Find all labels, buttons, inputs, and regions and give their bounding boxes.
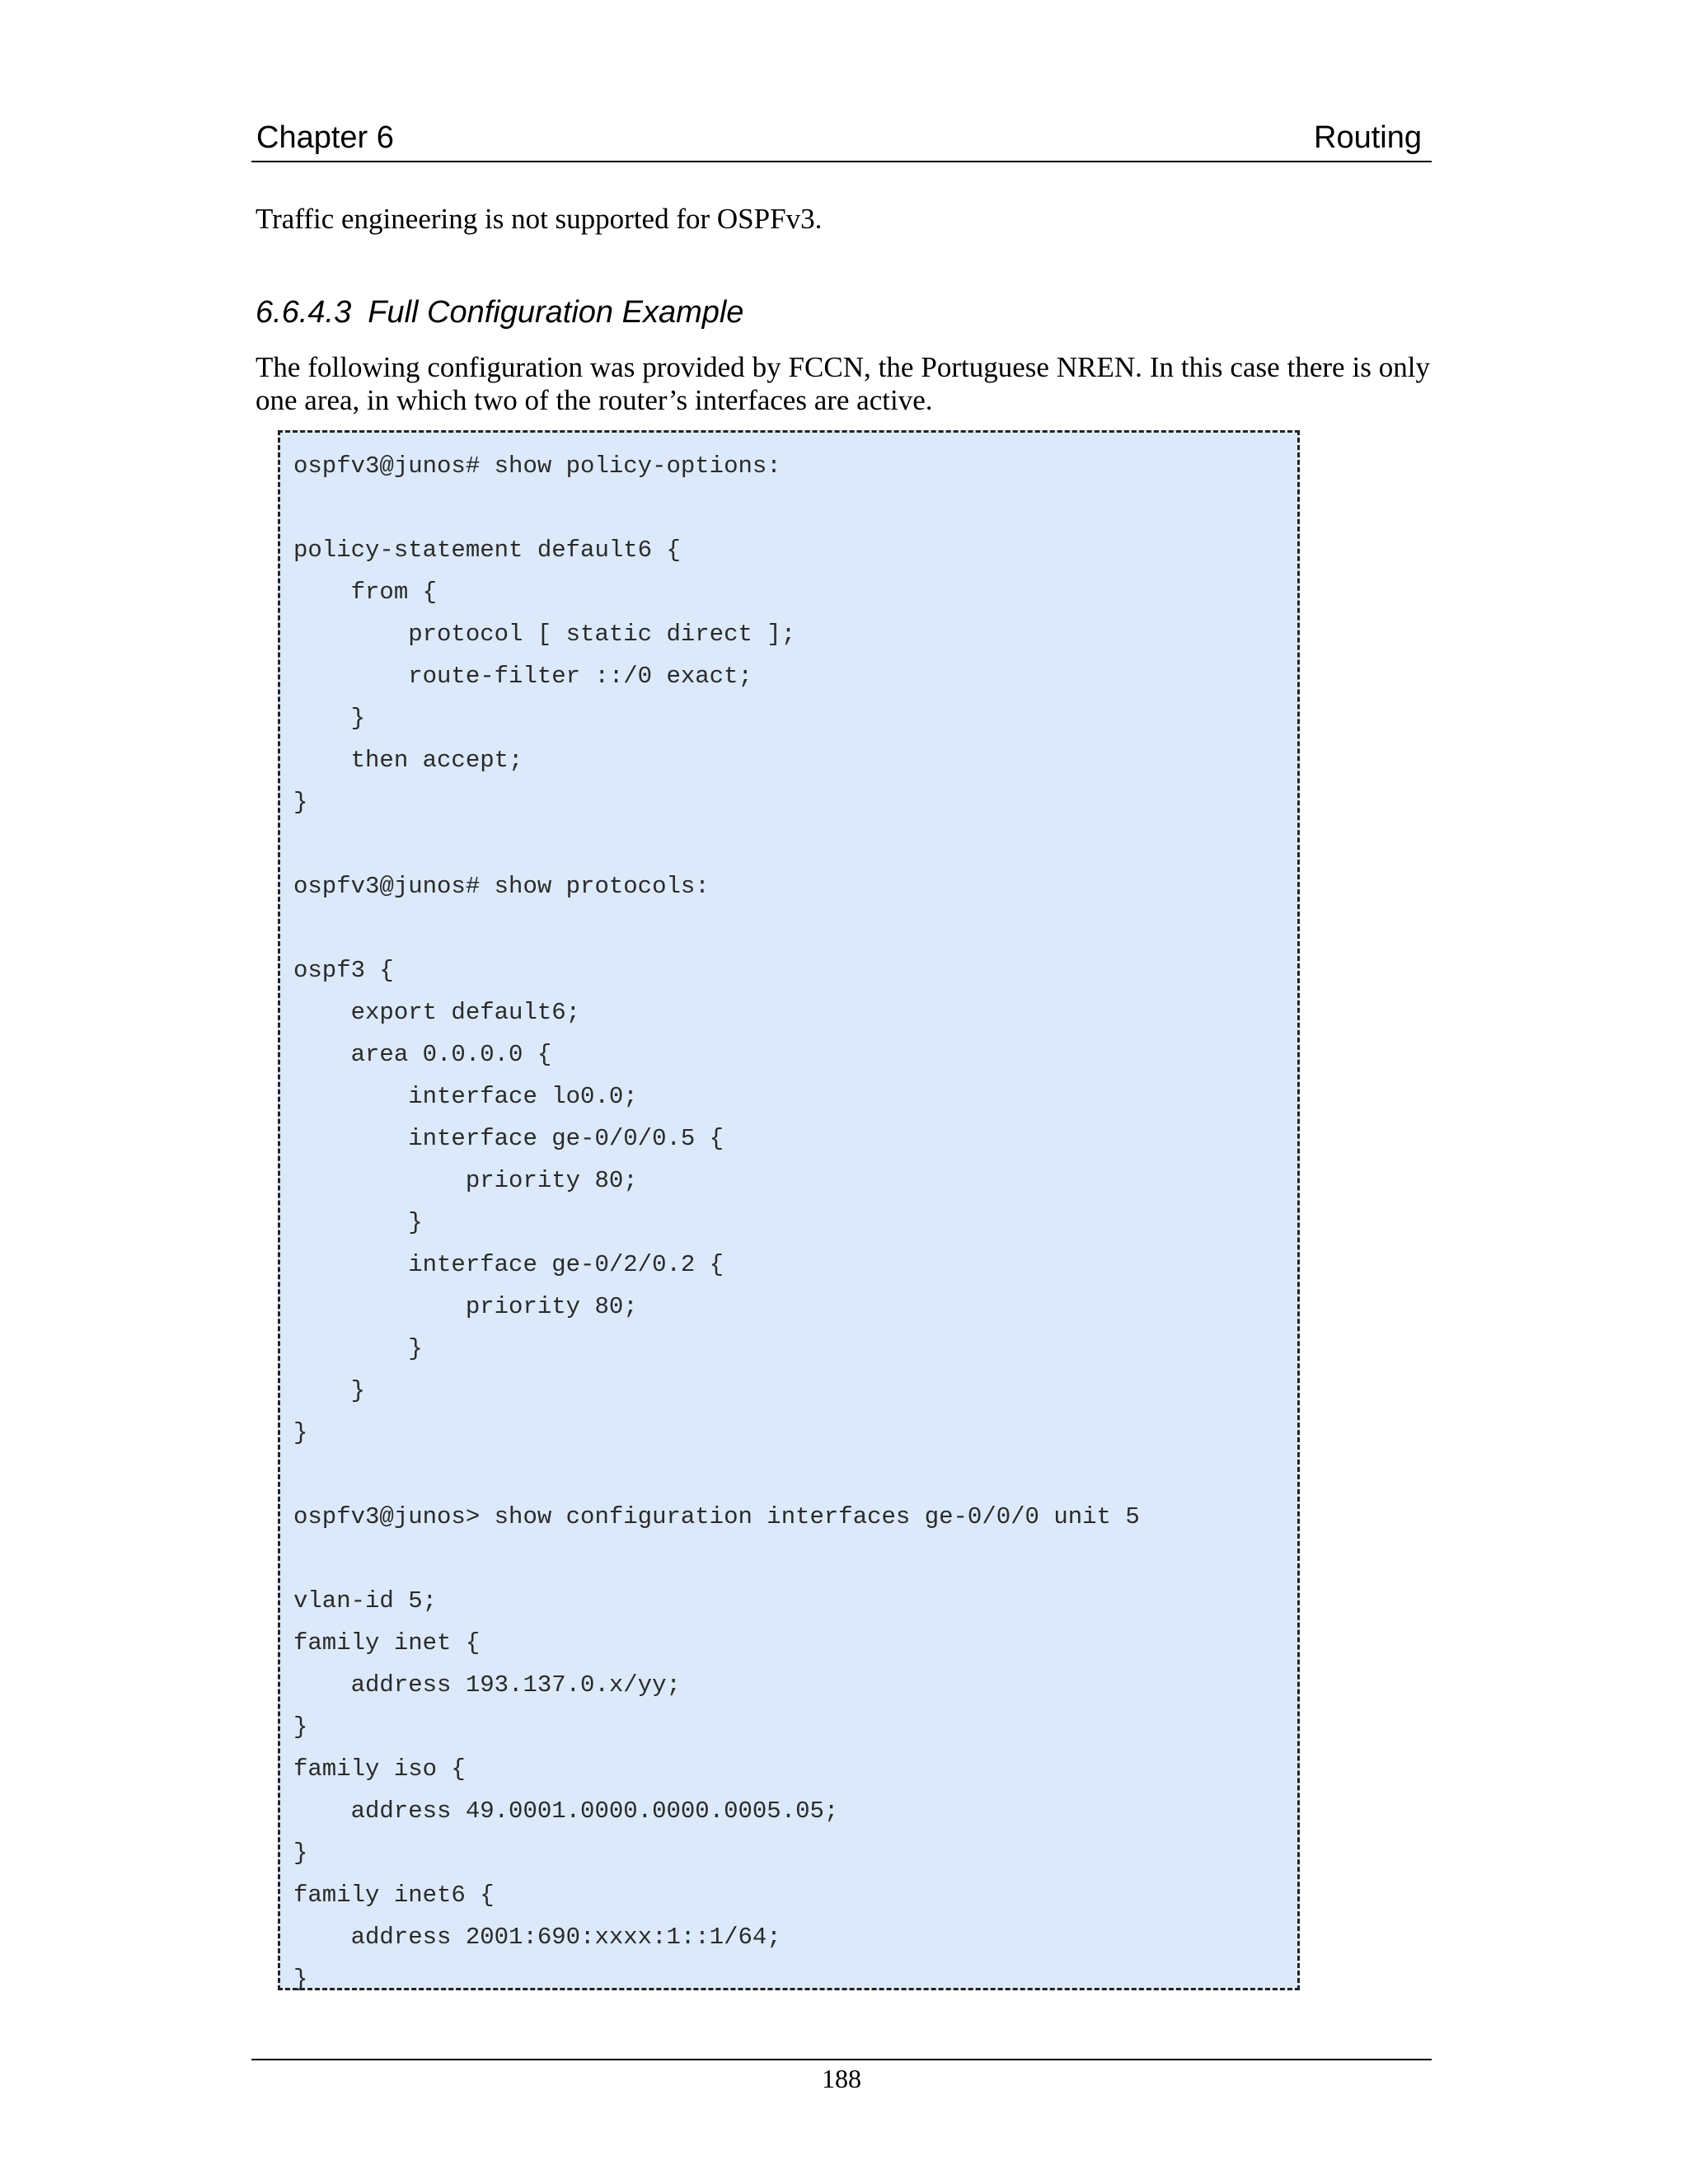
code-line: } bbox=[293, 705, 366, 732]
code-line: family iso { bbox=[293, 1755, 466, 1783]
code-line: policy-statement default6 { bbox=[293, 537, 681, 564]
code-line: interface lo0.0; bbox=[293, 1083, 638, 1110]
code-line: from { bbox=[293, 579, 438, 606]
code-line: } bbox=[293, 1966, 308, 1993]
code-line: } bbox=[293, 1377, 366, 1404]
code-line bbox=[293, 1454, 1297, 1496]
code-line: address 193.137.0.x/yy; bbox=[293, 1671, 681, 1699]
code-line: address 49.0001.0000.0000.0005.05; bbox=[293, 1797, 839, 1825]
code-line: family inet { bbox=[293, 1629, 481, 1657]
code-line: } bbox=[293, 1840, 308, 1867]
code-line: ospf3 { bbox=[293, 957, 394, 984]
section-heading bbox=[256, 295, 743, 330]
section-number: 6.6.4.3 bbox=[256, 295, 352, 330]
code-line bbox=[293, 487, 1297, 529]
running-footer bbox=[251, 2059, 1432, 2094]
section-title: Full Configuration Example bbox=[368, 295, 744, 330]
code-line: priority 80; bbox=[293, 1293, 638, 1320]
code-line bbox=[293, 907, 1297, 949]
section-label: Routing bbox=[1314, 120, 1422, 155]
code-line: interface ge-0/0/0.5 { bbox=[293, 1125, 724, 1152]
running-header bbox=[251, 120, 1432, 162]
code-line: ospfv3@junos# show protocols: bbox=[293, 873, 710, 900]
code-line: } bbox=[293, 789, 308, 816]
code-line: ospfv3@junos> show configuration interfaces ge-0/0/0 unit 5 bbox=[293, 1503, 1140, 1530]
code-line: } bbox=[293, 1209, 423, 1236]
body-paragraph: The following configuration was provided by FCCN, the Portuguese NREN. In this case there is only one area, in which two of the router’s interfaces are active. bbox=[256, 351, 1430, 416]
chapter-label: Chapter 6 bbox=[256, 120, 394, 155]
code-line: } bbox=[293, 1335, 423, 1362]
code-line: route-filter ::/0 exact; bbox=[293, 663, 753, 690]
code-line: export default6; bbox=[293, 999, 581, 1026]
code-line bbox=[293, 823, 1297, 865]
code-line: interface ge-0/2/0.2 { bbox=[293, 1251, 724, 1278]
code-line: } bbox=[293, 1713, 308, 1741]
code-line bbox=[293, 1538, 1297, 1580]
page-number: 188 bbox=[822, 2064, 861, 2093]
intro-text: Traffic engineering is not supported for OSPFv3. bbox=[256, 203, 823, 235]
code-line: priority 80; bbox=[293, 1167, 638, 1194]
code-line: address 2001:690:xxxx:1::1/64; bbox=[293, 1924, 781, 1951]
code-line: protocol [ static direct ]; bbox=[293, 621, 796, 648]
code-line: family inet6 { bbox=[293, 1882, 495, 1909]
code-line: ospfv3@junos# show policy-options: bbox=[293, 452, 781, 480]
code-line: then accept; bbox=[293, 747, 523, 774]
code-line: vlan-id 5; bbox=[293, 1587, 438, 1615]
code-block bbox=[278, 430, 1300, 1993]
code-line: } bbox=[293, 1419, 308, 1446]
code-line: area 0.0.0.0 { bbox=[293, 1041, 552, 1068]
